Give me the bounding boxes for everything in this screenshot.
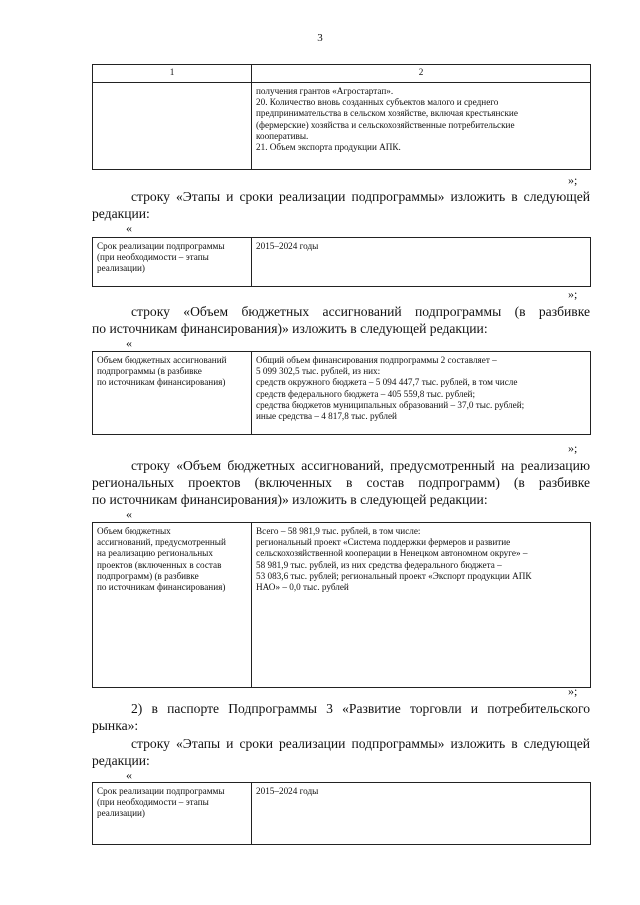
paragraph-subprogram3	[92, 700, 590, 734]
paragraph-line: редакции:	[92, 753, 150, 768]
indicator-line: предпринимательства в сельском хозяйстве, включая крестьянские	[256, 108, 518, 119]
budget-line: средств федерального бюджета – 405 559,8 тыс. рублей;	[256, 388, 476, 399]
table-row	[93, 783, 591, 845]
paragraph-regional	[92, 457, 590, 508]
label-line: ассигнований, предусмотренный	[97, 537, 226, 548]
indicator-line: кооперативы.	[256, 130, 309, 141]
label-line: Объем бюджетных	[97, 526, 171, 536]
paragraph-line: строку «Объем бюджетных ассигнований, предусмотренный на реализацию	[131, 458, 590, 473]
project-line: сельскохозяйственной кооперации в Ненецком автономном округе» –	[256, 548, 528, 559]
table-row	[93, 523, 591, 688]
opening-quote: «	[126, 336, 132, 350]
label-line: по источникам финансирования)	[97, 582, 226, 593]
opening-quote: «	[126, 221, 132, 235]
label-line: Срок реализации подпрограммы	[97, 241, 225, 251]
period-value: 2015–2024 годы	[256, 241, 319, 251]
project-line: 58 981,9 тыс. рублей, из них средства федерального бюджета –	[256, 559, 502, 570]
closing-quote: »;	[568, 173, 578, 187]
indicator-line: (фермерские) хозяйства и сельскохозяйственные потребительские	[256, 119, 515, 130]
table-stages	[92, 237, 591, 287]
period-value: 2015–2024 годы	[256, 786, 319, 796]
label-cell	[93, 523, 252, 688]
empty-cell	[93, 83, 252, 170]
label-line: проектов (включенных в состав	[97, 559, 222, 570]
value-cell	[252, 783, 591, 845]
table-budget	[92, 351, 591, 435]
closing-quote: »;	[568, 684, 578, 698]
opening-quote: «	[126, 507, 132, 521]
indicator-line: 20. Количество вновь созданных субъектов малого и среднего	[256, 97, 499, 108]
project-line: НАО» – 0,0 тыс. рублей	[256, 582, 349, 593]
label-cell	[93, 352, 252, 435]
paragraph-line: региональных проектов (включенных в состав подпрограмм) (в разбивке	[92, 475, 590, 490]
header-cell-2: 2	[252, 65, 591, 83]
paragraph-line: по источникам финансирования)» изложить в следующей редакции:	[92, 321, 488, 336]
paragraph-line: по источникам финансирования)» изложить в следующей редакции:	[92, 492, 488, 507]
value-cell	[252, 238, 591, 287]
project-line: Всего – 58 981,9 тыс. рублей, в том числе:	[256, 526, 421, 536]
label-cell	[93, 783, 252, 845]
label-cell	[93, 238, 252, 287]
label-line: (при необходимости – этапы	[97, 797, 209, 808]
label-line: реализации)	[97, 263, 145, 274]
indicator-line: получения грантов «Агростартап».	[256, 86, 394, 96]
closing-quote: »;	[568, 441, 578, 455]
paragraph-line: 2) в паспорте Подпрограммы 3 «Развитие торговли и потребительского	[131, 701, 590, 716]
label-line: подпрограммы (в разбивке	[97, 366, 202, 377]
paragraph-line: строку «Объем бюджетных ассигнований подпрограммы (в разбивке	[131, 304, 590, 319]
opening-quote: «	[126, 768, 132, 782]
budget-line: средства бюджетов муниципальных образований – 37,0 тыс. рублей;	[256, 399, 525, 410]
table-row	[93, 83, 591, 170]
page-number: 3	[317, 32, 323, 44]
budget-line: 5 099 302,5 тыс. рублей, из них:	[256, 366, 381, 377]
table-regional-projects	[92, 522, 591, 688]
table-header-row	[93, 65, 591, 83]
budget-line: иные средства – 4 817,8 тыс. рублей	[256, 411, 397, 422]
budget-line: средств окружного бюджета – 5 094 447,7 тыс. рублей, в том числе	[256, 377, 518, 388]
label-line: по источникам финансирования)	[97, 377, 226, 388]
label-line: Срок реализации подпрограммы	[97, 786, 225, 796]
table-row	[93, 352, 591, 435]
closing-quote: »;	[568, 287, 578, 301]
project-line: региональный проект «Система поддержки фермеров и развитие	[256, 537, 511, 548]
table-stages-3	[92, 782, 591, 845]
budget-line: Общий объем финансирования подпрограммы 2 составляет –	[256, 355, 497, 365]
paragraph-budget	[92, 303, 590, 337]
label-line: (при необходимости – этапы	[97, 252, 209, 263]
paragraph-stages-3	[92, 735, 590, 769]
table-indicators	[92, 64, 591, 170]
value-cell	[252, 523, 591, 688]
project-line: 53 083,6 тыс. рублей; региональный проект «Экспорт продукции АПК	[256, 570, 532, 581]
label-line: реализации)	[97, 808, 145, 819]
label-line: подпрограмм) (в разбивке	[97, 570, 199, 581]
indicators-cell	[252, 83, 591, 170]
paragraph-line: строку «Этапы и сроки реализации подпрограммы» изложить в следующей	[131, 736, 590, 751]
paragraph-line: редакции:	[92, 206, 150, 221]
value-cell	[252, 352, 591, 435]
indicator-line: 21. Объем экспорта продукции АПК.	[256, 142, 401, 153]
label-line: на реализацию региональных	[97, 548, 213, 559]
paragraph-stages	[92, 188, 590, 222]
paragraph-line: строку «Этапы и сроки реализации подпрограммы» изложить в следующей	[131, 189, 590, 204]
header-cell-1: 1	[93, 65, 252, 83]
label-line: Объем бюджетных ассигнований	[97, 355, 227, 365]
table-row	[93, 238, 591, 287]
paragraph-line: рынка»:	[92, 718, 139, 733]
